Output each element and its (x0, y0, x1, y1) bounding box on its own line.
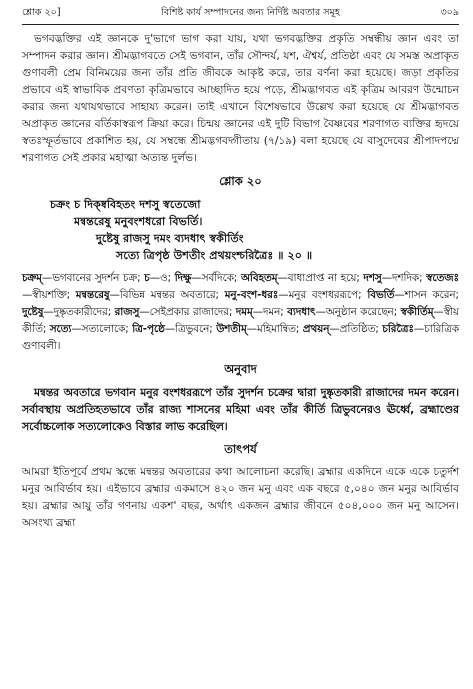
synonym-term: চক্রম্ (22, 272, 42, 284)
synonym-meaning: মহিমান্বিত; (257, 323, 300, 335)
synonym-term: চরিত্রৈঃ (382, 323, 414, 335)
synonym-term: মনু-বংশ-ধরঃ (224, 289, 279, 301)
synonyms-paragraph: চক্রম্—ভগবানের সুদর্শন চক্র; চ—ও; দিক্ষু—সর্বদিকে; অবিহতম্—বাধাপ্রাপ্ত না হয়ে; দশসু—দশদিক; স্বতেজঃ—স্বীয়শক্তি; মন্বন্তরেষু—বিভিন্ন মন্বন্তর অবতারে; মনু-বংশ-ধরঃ—মনুর বংশধররূপে; বিভর্তি—শাসন করেন; দুষ্টেষু—দুষ্কৃতকারীদের; রাজসু—সেইপ্রকার রাজাদের; দমম্—দমন; ব্যদধাৎ—অনুষ্ঠান করেছেন; স্বকীর্তিম্—স্বীয় কীর্তি; সত্যে—সত্যলোকে; ত্রি-পৃষ্ঠে—ত্রিভুবনে; উশতীম্—মহিমান্বিত; প্রথয়ন্—প্রতিষ্ঠিত; চরিত্রৈঃ—চারিত্রিক গুণাবলী। (22, 272, 460, 352)
synonym-term: ত্রি-পৃষ্ঠে (132, 323, 165, 335)
synonym-term: মন্বন্তরেষু (75, 289, 110, 301)
synonym-meaning: প্রতিষ্ঠিত; (339, 323, 379, 335)
verse-line: দুষ্টেষু রাজসু দমং ব্যদধাৎ স্বকীর্তিং (96, 232, 244, 245)
verse-heading: শ্লোক ২০ (219, 174, 262, 188)
verse-line: চক্রং চ দিক্ষ্ববিহতং দশসু স্বতেজো (50, 198, 201, 211)
verse-line: সত্যে ত্রিপৃষ্ঠ উশতীং প্রথয়ংশ্চরিত্রৈঃ ॥ ২০ ॥ (116, 249, 313, 262)
synonym-meaning: ভগবানের সুদর্শন চক্র; (52, 272, 141, 284)
synonym-term: সত্যে (49, 323, 72, 335)
translation-heading: অনুবাদ (224, 362, 257, 376)
synonym-meaning: চারিত্রিক গুণাবলী। (22, 323, 460, 352)
synonym-term: দশসু (363, 272, 382, 284)
synonym-meaning: সেইপ্রকার রাজাদের; (149, 306, 233, 318)
synonym-meaning: স্বীয় কীর্তি; (22, 306, 459, 335)
synonym-term: দমম্ (235, 306, 253, 318)
verse-line: মন্বন্তরেষু মনুবংশধরো বিভর্তি। (74, 215, 203, 228)
header-rule (22, 24, 459, 25)
synonym-meaning: শাসন করেন; (404, 289, 459, 301)
synonym-term: অবিহতম্ (241, 272, 278, 284)
synonym-meaning: সর্বদিকে; (201, 272, 238, 284)
page-number: ৩০৯ (440, 7, 459, 18)
synonym-term: উশতীম্ (216, 323, 247, 335)
synonym-meaning: ও; (160, 272, 172, 284)
synonym-meaning: ত্রিভুবনে; (175, 323, 213, 335)
synonym-meaning: স্বীয়শক্তি; (32, 289, 71, 301)
synonym-meaning: সত্যলোকে; (81, 323, 129, 335)
synonym-meaning: দশদিক; (392, 272, 423, 284)
synonym-term: স্বতেজঃ (426, 272, 459, 284)
running-header (22, 6, 459, 22)
intro-paragraph: ভগবদ্ভক্তির এই জ্ঞানকে দু'ভাগে ভাগ করা যায়, যথা ভগবদ্ভক্তির প্রকৃতি সম্বন্ধীয় জ্ঞান এবং তা সম্পাদন করার জ্ঞান। শ্রীমদ্ভাগবতে সেই ভগবান, তাঁর সৌন্দর্য, যশ, ঐশ্বর্য, প্রতিষ্ঠা এবং যে সমস্ত অপ্রাকৃত গুণাবলী প্রেম বিনিময়ের জন্য তাঁর প্রতি জীবকে আকৃষ্ট করে, তার বর্ণনা করা হয়েছে। জড়া প্রকৃতির প্রভাবে এই স্বাভাবিক প্রবণতা কৃত্রিমভাবে আচ্ছাদিত হয়ে পড়ে, শ্রীমদ্ভাগবত এই কৃত্রিম আবরণ উন্মোচন করার জন্য যথাযথভাবে সাহায্য করেন। তাই এখানে বিশেষভাবে উল্লেখ করা হয়েছে যে শ্রীমদ্ভাগবত অপ্রাকৃত জ্ঞানের বর্তিকাস্বরূপ ক্রিয়া করে। চিন্ময় জ্ঞানের এই দুটি বিভাগ বৈষ্ণবের শরণাগত ব্যক্তির হৃদয়ে স্বতঃস্ফূর্তভাবে প্রকাশিত হয়, যে সম্বন্ধে শ্রীমদ্ভগবদ্গীতায় (৭/১৯) বলা হয়েছে যে বাসুদেবের শ্রীপাদপদ্মে শরণাগত সেই প্রকার মহাত্মা অত্যন্ত দুর্লভ। (22, 33, 459, 164)
synonym-term: বিভর্তি (367, 289, 395, 301)
synonym-term: দিক্ষু (174, 272, 192, 284)
verse-reference: শ্লোক ২০] (22, 7, 61, 18)
purport-text: আমরা ইতিপূর্বে প্রথম স্কন্ধে মন্বন্তর অবতারের কথা আলোচনা করেছি। ব্রহ্মার একদিনে একে একে চতুর্দশ মনুর আবির্ভাব হয়। এইভাবে ব্রহ্মার একমাসে ৪২০ জন মনু এবং এক বছরে ৫,০৪০ জন মনুর আবির্ভাব হয়। ব্রহ্মার আয়ু তাঁর গণনায় একশ' বছর, অর্থাৎ একজন ব্রহ্মার জীবনে ৫০৪,০০০ জন মনু আসেন। অসংখ্য ব্রহ্মা (22, 466, 459, 529)
synonym-term: স্বকীর্তিম্ (400, 306, 434, 318)
synonym-term: চ (144, 272, 150, 284)
synonym-meaning: বিভিন্ন মন্বন্তর অবতারে; (119, 289, 219, 301)
synonym-meaning: বাধাপ্রাপ্ত না হয়ে; (287, 272, 360, 284)
synonym-meaning: দমন; (263, 306, 284, 318)
sanskrit-verse (22, 196, 459, 264)
synonym-term: ব্যদধাৎ (287, 306, 316, 318)
synonym-meaning: মনুর বংশধররূপে; (288, 289, 362, 301)
synonym-term: প্রথয়ন্ (302, 323, 330, 335)
synonym-term: রাজসু (114, 306, 140, 318)
synonym-meaning: অনুষ্ঠান করেছেন; (325, 306, 398, 318)
synonym-term: দুষ্টেষু (22, 306, 44, 318)
purport-heading: তাৎপর্য (224, 442, 257, 456)
translation-text: মন্বন্তর অবতারে ভগবান মনুর বংশধররূপে তাঁর সুদর্শন চক্রের দ্বারা দুষ্কৃতকারী রাজাদের দমন করেন। সর্বাবস্থায় অপ্রতিহতভাবে তাঁর রাজ্য শাসনের মহিমা এবং তাঁর কীর্তি ত্রিভুবনেরও ঊর্ধ্বে, ব্রহ্মাণ্ডের সর্বোচ্চলোক সত্যলোকেও বিস্তার লাভ করেছিল। (22, 386, 459, 433)
chapter-title: বিশিষ্ট কার্য সম্পাদনের জন্য নির্দিষ্ট অবতার সমূহ (161, 7, 340, 18)
synonym-meaning: দুষ্কৃতকারীদের; (53, 306, 112, 318)
